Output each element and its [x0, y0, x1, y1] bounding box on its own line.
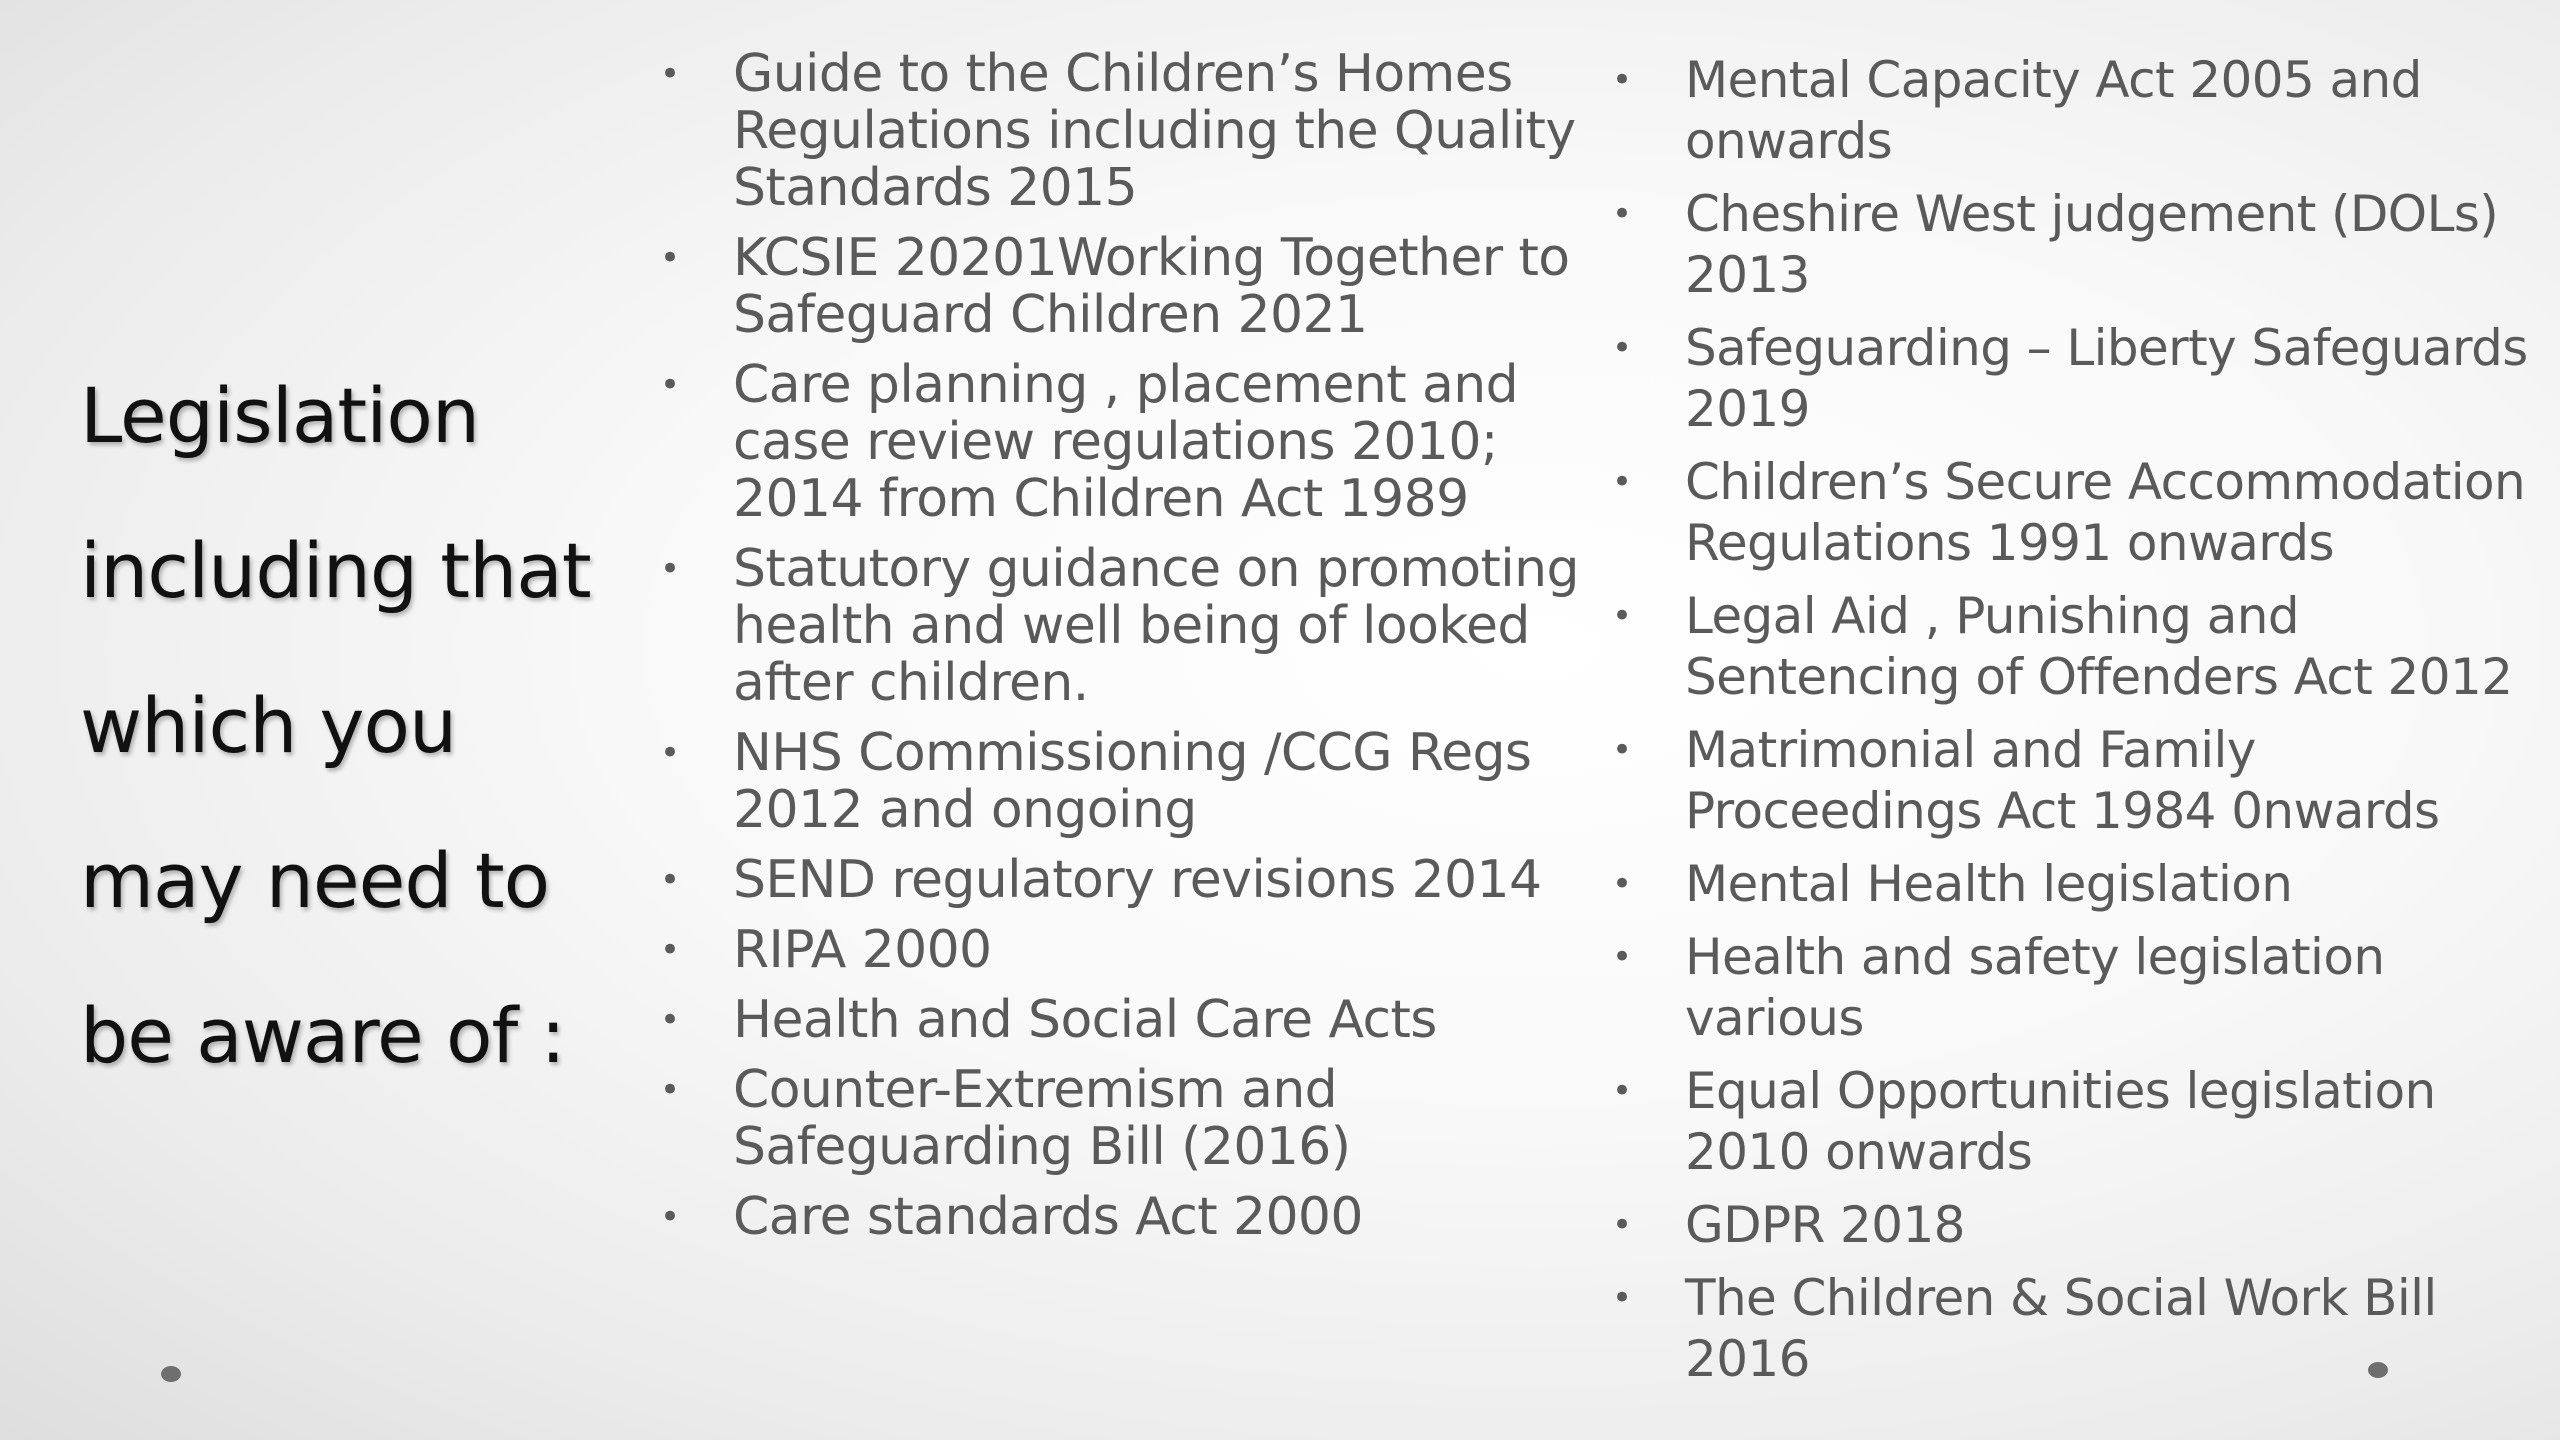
bullet-icon: • [660, 1070, 680, 1110]
slide-title [80, 338, 640, 1113]
list-item [1612, 720, 2557, 842]
list-item [660, 1062, 1580, 1176]
list-item-text: NHS Commissioning /CCG Regs 2012 and ongoing [733, 723, 1532, 840]
list-item-text: The Children & Social Work Bill 2016 [1685, 1269, 2437, 1388]
list-item-text: Statutory guidance on promoting health and well being of looked after children. [733, 539, 1579, 713]
title-line: which you [80, 681, 457, 770]
list-item [1612, 50, 2557, 172]
list-item [1612, 854, 2557, 915]
bullet-icon: • [1612, 60, 1632, 100]
list-item-text: Matrimonial and Family Proceedings Act 1984 0nwards [1685, 721, 2440, 840]
list-item [1612, 1195, 2557, 1256]
list-item-text: GDPR 2018 [1685, 1196, 1965, 1254]
title-line: including that [80, 526, 591, 615]
list-item-text: Children’s Secure Accommodation Regulations 1991 onwards [1685, 453, 2526, 572]
list-item [660, 230, 1580, 344]
bullet-icon: • [660, 1197, 680, 1237]
list-item [660, 922, 1580, 979]
bullet-icon: • [1612, 730, 1632, 770]
list-item [1612, 318, 2557, 440]
list-item [660, 1189, 1580, 1246]
title-line: Legislation [80, 371, 479, 460]
bullet-icon: • [1612, 937, 1632, 977]
bullet-icon: • [660, 860, 680, 900]
legislation-list-right [1612, 50, 2557, 1402]
bullet-icon: • [660, 238, 680, 278]
bullet-icon: • [1612, 596, 1632, 636]
bullet-icon: • [660, 549, 680, 589]
bullet-icon: • [660, 365, 680, 405]
list-item [660, 725, 1580, 839]
legislation-list-left [660, 46, 1580, 1259]
list-item-text: KCSIE 20201Working Together to Safeguard Children 2021 [733, 228, 1570, 345]
bullet-icon: • [1612, 864, 1632, 904]
bullet-icon: • [1612, 328, 1632, 368]
list-item [1612, 452, 2557, 574]
bullet-icon: • [1612, 194, 1632, 234]
list-item-text: Care standards Act 2000 [733, 1187, 1363, 1247]
list-item [1612, 586, 2557, 708]
bullet-icon: • [1612, 462, 1632, 502]
list-item-text: Health and Social Care Acts [733, 990, 1437, 1050]
list-item-text: SEND regulatory revisions 2014 [733, 850, 1542, 910]
list-item [660, 357, 1580, 528]
list-item [1612, 1061, 2557, 1183]
decorative-dot-icon [2368, 1362, 2388, 1378]
list-item-text: Counter-Extremism and Safeguarding Bill (2016) [733, 1060, 1351, 1177]
list-item-text: Guide to the Children’s Homes Regulations including the Quality Standards 2015 [733, 44, 1576, 218]
list-item-text: Cheshire West judgement (DOLs) 2013 [1685, 185, 2499, 304]
decorative-dot-icon [161, 1366, 181, 1382]
list-item-text: Mental Health legislation [1685, 855, 2293, 913]
list-item [660, 992, 1580, 1049]
list-item-text: Legal Aid , Punishing and Sentencing of Offenders Act 2012 [1685, 587, 2513, 706]
bullet-icon: • [1612, 1205, 1632, 1245]
list-item [660, 852, 1580, 909]
list-item [1612, 1268, 2557, 1390]
list-item [660, 541, 1580, 712]
list-item [1612, 184, 2557, 306]
bullet-icon: • [660, 1000, 680, 1040]
list-item [660, 46, 1580, 217]
list-item-text: Care planning , placement and case review regulations 2010; 2014 from Children Act 1989 [733, 355, 1519, 529]
title-line: be aware of : [80, 991, 565, 1080]
list-item-text: RIPA 2000 [733, 920, 992, 980]
title-line: may need to [80, 836, 550, 925]
bullet-icon: • [660, 54, 680, 94]
bullet-icon: • [660, 733, 680, 773]
list-item-text: Health and safety legislation various [1685, 928, 2385, 1047]
bullet-icon: • [1612, 1071, 1632, 1111]
list-item-text: Safeguarding – Liberty Safeguards 2019 [1685, 319, 2528, 438]
list-item-text: Equal Opportunities legislation 2010 onwards [1685, 1062, 2436, 1181]
bullet-icon: • [660, 930, 680, 970]
bullet-icon: • [1612, 1278, 1632, 1318]
list-item [1612, 927, 2557, 1049]
list-item-text: Mental Capacity Act 2005 and onwards [1685, 51, 2422, 170]
